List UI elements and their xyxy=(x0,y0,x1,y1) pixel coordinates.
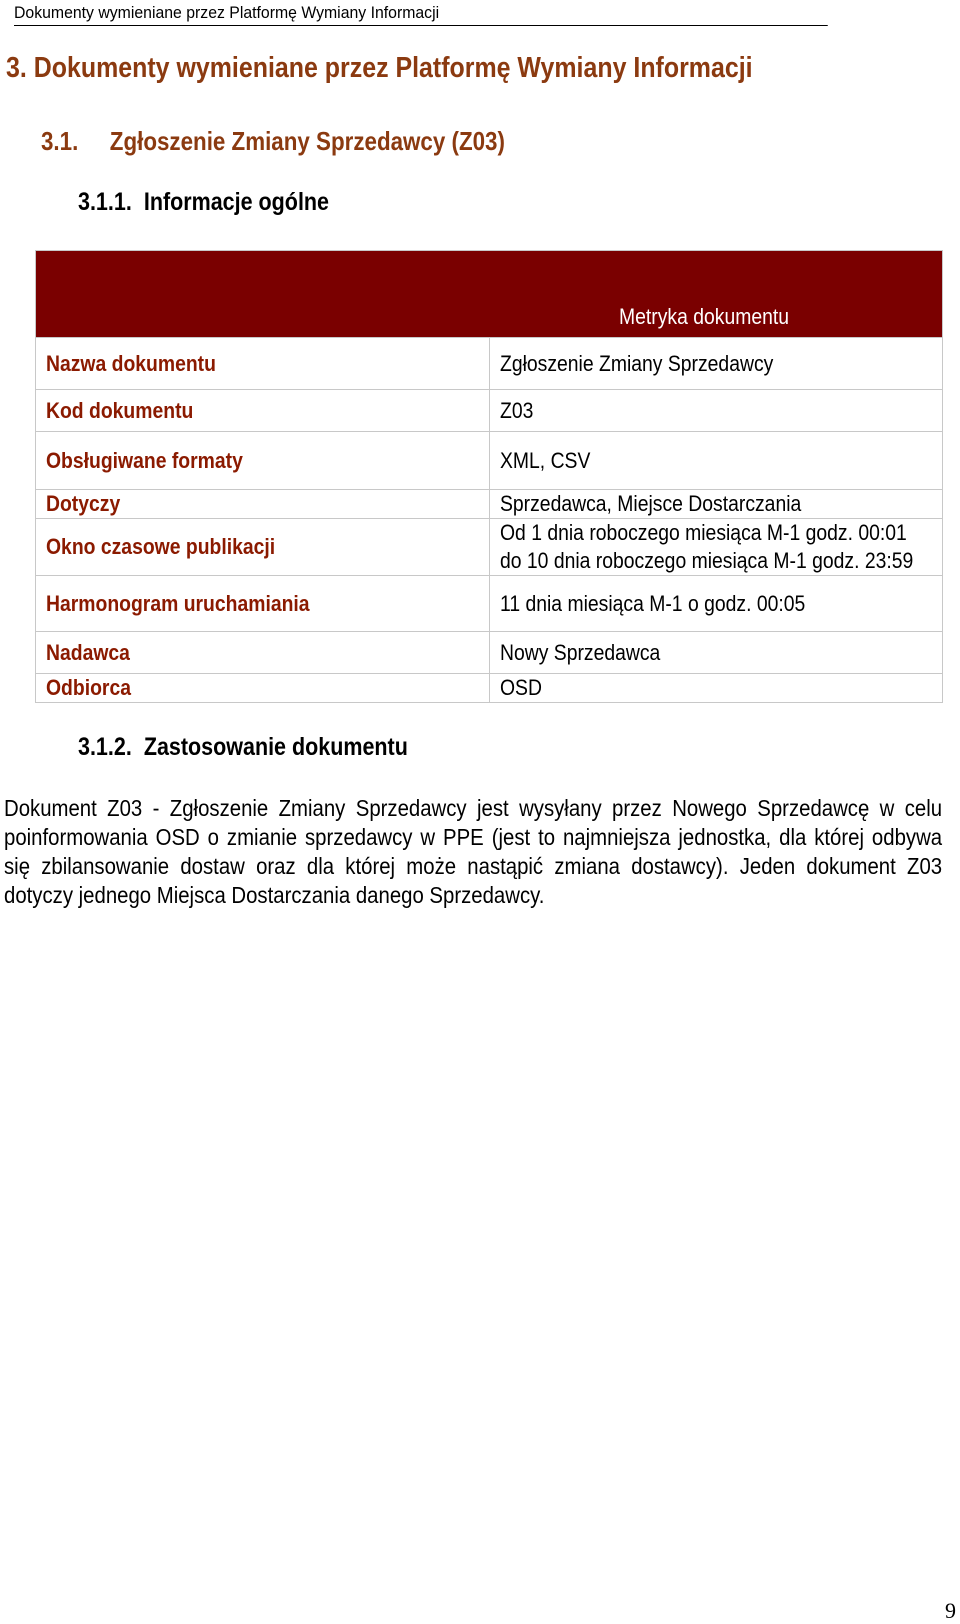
row-value: Nowy Sprzedawca xyxy=(489,632,943,674)
subsubsection-title: Informacje ogólne xyxy=(143,188,330,216)
row-value: Zgłoszenie Zmiany Sprzedawcy xyxy=(489,338,943,390)
row-label: Nazwa dokumentu xyxy=(36,338,490,390)
row-label: Nadawca xyxy=(36,632,490,674)
subsection-heading xyxy=(41,126,505,157)
row-label: Odbiorca xyxy=(36,674,490,703)
section-title: Dokumenty wymieniane przez Platformę Wymiany Informacji xyxy=(33,52,753,84)
row-value: Z03 xyxy=(489,390,943,432)
row-label: Harmonogram uruchamiania xyxy=(36,576,490,632)
subsubsection-heading-general xyxy=(78,188,329,217)
row-value: XML, CSV xyxy=(489,432,943,490)
table-header-row xyxy=(36,251,943,338)
row-label: Dotyczy xyxy=(36,490,490,519)
section-number: 3. xyxy=(6,52,27,84)
running-header: Dokumenty wymieniane przez Platformę Wymiany Informacji xyxy=(14,2,828,26)
document-metadata-table xyxy=(35,250,943,703)
table-row xyxy=(36,674,943,703)
table-row xyxy=(36,519,943,576)
subsubsection-heading-usage xyxy=(78,733,408,762)
subsubsection-title: Zastosowanie dokumentu xyxy=(143,733,408,761)
subsection-title: Zgłoszenie Zmiany Sprzedawcy (Z03) xyxy=(109,126,505,156)
row-label: Obsługiwane formaty xyxy=(36,432,490,490)
row-value: Sprzedawca, Miejsce Dostarczania xyxy=(489,490,943,519)
subsubsection-number: 3.1.1. xyxy=(78,188,132,216)
row-value: Od 1 dnia roboczego miesiąca M-1 godz. 00:01 do 10 dnia roboczego miesiąca M-1 godz. 23:59 xyxy=(489,519,943,576)
subsubsection-number: 3.1.2. xyxy=(78,733,132,761)
table-row xyxy=(36,390,943,432)
subsection-number: 3.1. xyxy=(41,126,79,156)
body-paragraph: Dokument Z03 - Zgłoszenie Zmiany Sprzedawcy jest wysyłany przez Nowego Sprzedawcę w celu poinformowania OSD o zmianie sprzedawcy w PPE (jest to najmniejsza jednostka, dla której odbywa się zbilansowanie dostaw oraz dla której może nastąpić zmiana dostawcy). Jeden dokument Z03 dotyczy jednego Miejsca Dostarczania danego Sprzedawcy. xyxy=(4,795,943,908)
row-value: OSD xyxy=(489,674,943,703)
table-row xyxy=(36,576,943,632)
section-heading xyxy=(6,52,753,85)
row-label: Kod dokumentu xyxy=(36,390,490,432)
table-header-title: Metryka dokumentu xyxy=(489,251,943,338)
row-value: 11 dnia miesiąca M-1 o godz. 00:05 xyxy=(489,576,943,632)
table-row xyxy=(36,338,943,390)
table-row xyxy=(36,632,943,674)
table-row xyxy=(36,490,943,519)
row-label: Okno czasowe publikacji xyxy=(36,519,490,576)
table-row xyxy=(36,432,943,490)
page-number: 9 xyxy=(945,1598,956,1623)
